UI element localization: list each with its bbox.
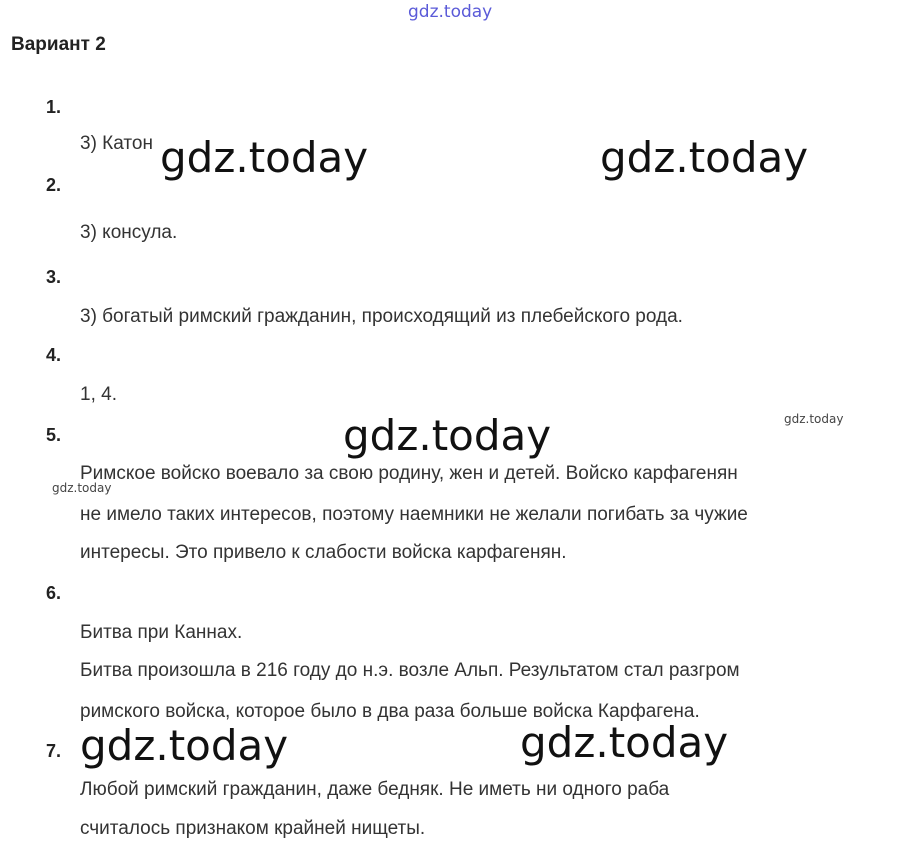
item-7-line-1: Любой римский гражданин, даже бедняк. Не иметь ни одного раба	[80, 779, 670, 800]
watermark-small-2: gdz.today	[52, 481, 112, 495]
item-5-line-2: не имело таких интересов, поэтому наемники не желали погибать за чужие	[80, 504, 748, 525]
watermark-large-2: gdz.today	[600, 133, 809, 182]
item-5-number: 5.	[46, 425, 62, 445]
watermark-large-4: gdz.today	[80, 721, 289, 770]
item-1-answer: 3) Катон	[80, 133, 153, 154]
item-6-line-1: Битва при Каннах.	[80, 622, 243, 643]
item-1-number: 1.	[46, 97, 62, 117]
item-4-number: 4.	[46, 345, 62, 365]
watermark-large-3: gdz.today	[343, 411, 552, 460]
item-7-line-2: считалось признаком крайней нищеты.	[80, 818, 426, 839]
item-7-number: 7.	[46, 741, 62, 761]
item-3-answer: 3) богатый римский гражданин, происходящий из плебейского рода.	[80, 306, 683, 327]
item-5-line-3: интересы. Это привело к слабости войска карфагенян.	[80, 542, 567, 563]
item-2-answer: 3) консула.	[80, 222, 178, 243]
item-4-answer: 1, 4.	[80, 384, 117, 405]
watermark-large-1: gdz.today	[160, 133, 369, 182]
watermark-large-5: gdz.today	[520, 718, 729, 767]
item-2-number: 2.	[46, 175, 62, 195]
item-3-number: 3.	[46, 267, 62, 287]
item-6-number: 6.	[46, 583, 62, 603]
item-6-line-3: римского войска, которое было в два раза больше войска Карфагена.	[80, 701, 700, 722]
watermark-small-1: gdz.today	[784, 412, 844, 426]
page-title: Вариант 2	[11, 34, 106, 55]
watermark-top: gdz.today	[408, 2, 493, 22]
item-5-line-1: Римское войско воевало за свою родину, жен и детей. Войско карфагенян	[80, 463, 738, 484]
item-6-line-2: Битва произошла в 216 году до н.э. возле Альп. Результатом стал разгром	[80, 660, 740, 681]
